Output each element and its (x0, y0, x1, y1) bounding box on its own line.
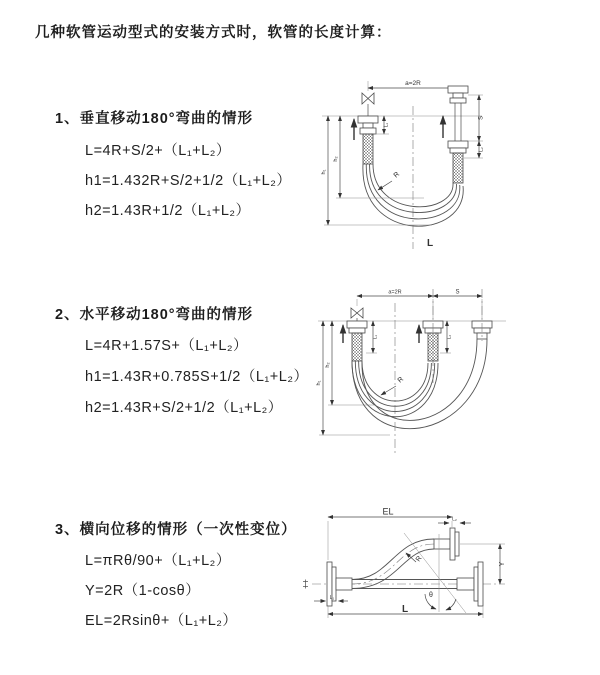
valve-icon (351, 308, 363, 321)
length-label: L (401, 604, 409, 615)
dim-label-el: EL (382, 506, 394, 517)
dim-label-a2r: a=2R (405, 80, 421, 87)
centerline-mark (303, 580, 308, 589)
dim-label-l1: L₁ (373, 334, 379, 340)
section2-heading: 2、水平移动180°弯曲的情形 (55, 307, 254, 323)
dim-label-l1: L₁ (329, 595, 335, 601)
dim-label-l2: L₂ (478, 147, 485, 152)
hose-u-curves (352, 339, 487, 429)
radius-callout (378, 171, 401, 190)
right-hose-fitting (448, 86, 468, 183)
section1-formula-L: L=4R+S/2+（L₁+L₂） (85, 143, 231, 159)
left-hose-fitting (347, 321, 367, 361)
length-label: L (426, 238, 434, 249)
dim-label-h1: h₁ (316, 380, 322, 386)
displaced-hose (352, 539, 434, 589)
dim-label-l2: L₂ (452, 516, 457, 523)
dim-label-h2: h₂ (333, 156, 339, 162)
right-flange-original (457, 562, 483, 606)
section1-formula-h2: h2=1.43R+1/2（L₁+L₂） (85, 203, 251, 219)
dimension-s (468, 95, 485, 141)
dim-label-l2: L₂ (447, 334, 453, 340)
lateral-displacement-diagram (298, 506, 598, 646)
section3-heading: 3、横向位移的情形（一次性变位） (55, 522, 297, 538)
dimension-a2r (368, 80, 458, 91)
dim-label-y: Y (499, 561, 506, 567)
dimension-l1 (366, 321, 379, 353)
dim-label-s: S (478, 115, 485, 121)
section2-formula-h1: h1=1.43R+0.785S+1/2（L₁+L₂） (85, 369, 309, 385)
section1-heading: 1、垂直移动180°弯曲的情形 (55, 111, 254, 127)
section3-formula-Y: Y=2R（1-cosθ） (85, 583, 201, 599)
angle-label: θ (429, 592, 433, 599)
radius-label: R (392, 170, 402, 180)
section2-formula-h2: h2=1.43R+S/2+1/2（L₁+L₂） (85, 400, 283, 416)
page-title: 几种软管运动型式的安装方式时，软管的长度计算： (35, 25, 392, 41)
dimension-el (328, 506, 452, 564)
dim-label-h2: h₂ (325, 362, 331, 368)
horizontal-move-diagram (310, 283, 590, 468)
radius-label: R (414, 554, 424, 564)
dimension-l2 (438, 517, 471, 524)
dimension-l (328, 604, 483, 618)
section3-formula-L: L=πRθ/90+（L₁+L₂） (85, 553, 231, 569)
dimension-l1 (314, 595, 348, 601)
radius-label: R (396, 375, 406, 385)
vertical-move-diagram (312, 66, 592, 261)
section3-formula-EL: EL=2Rsinθ+（L₁+L₂） (85, 613, 238, 629)
right-flange-displaced (434, 528, 459, 560)
radius-callout (381, 376, 405, 395)
section2-formula-L: L=4R+1.57S+（L₁+L₂） (85, 338, 249, 354)
left-hose-fitting (358, 116, 378, 164)
dim-label-h1: h₁ (321, 169, 327, 175)
dim-label-a2r: a=2R (388, 289, 402, 296)
valve-icon (362, 93, 374, 116)
dimension-s (433, 290, 482, 320)
section1-formula-h1: h1=1.432R+S/2+1/2（L₁+L₂） (85, 173, 292, 189)
dim-label-l1: L₁ (383, 122, 390, 128)
dim-label-s: S (455, 289, 460, 296)
